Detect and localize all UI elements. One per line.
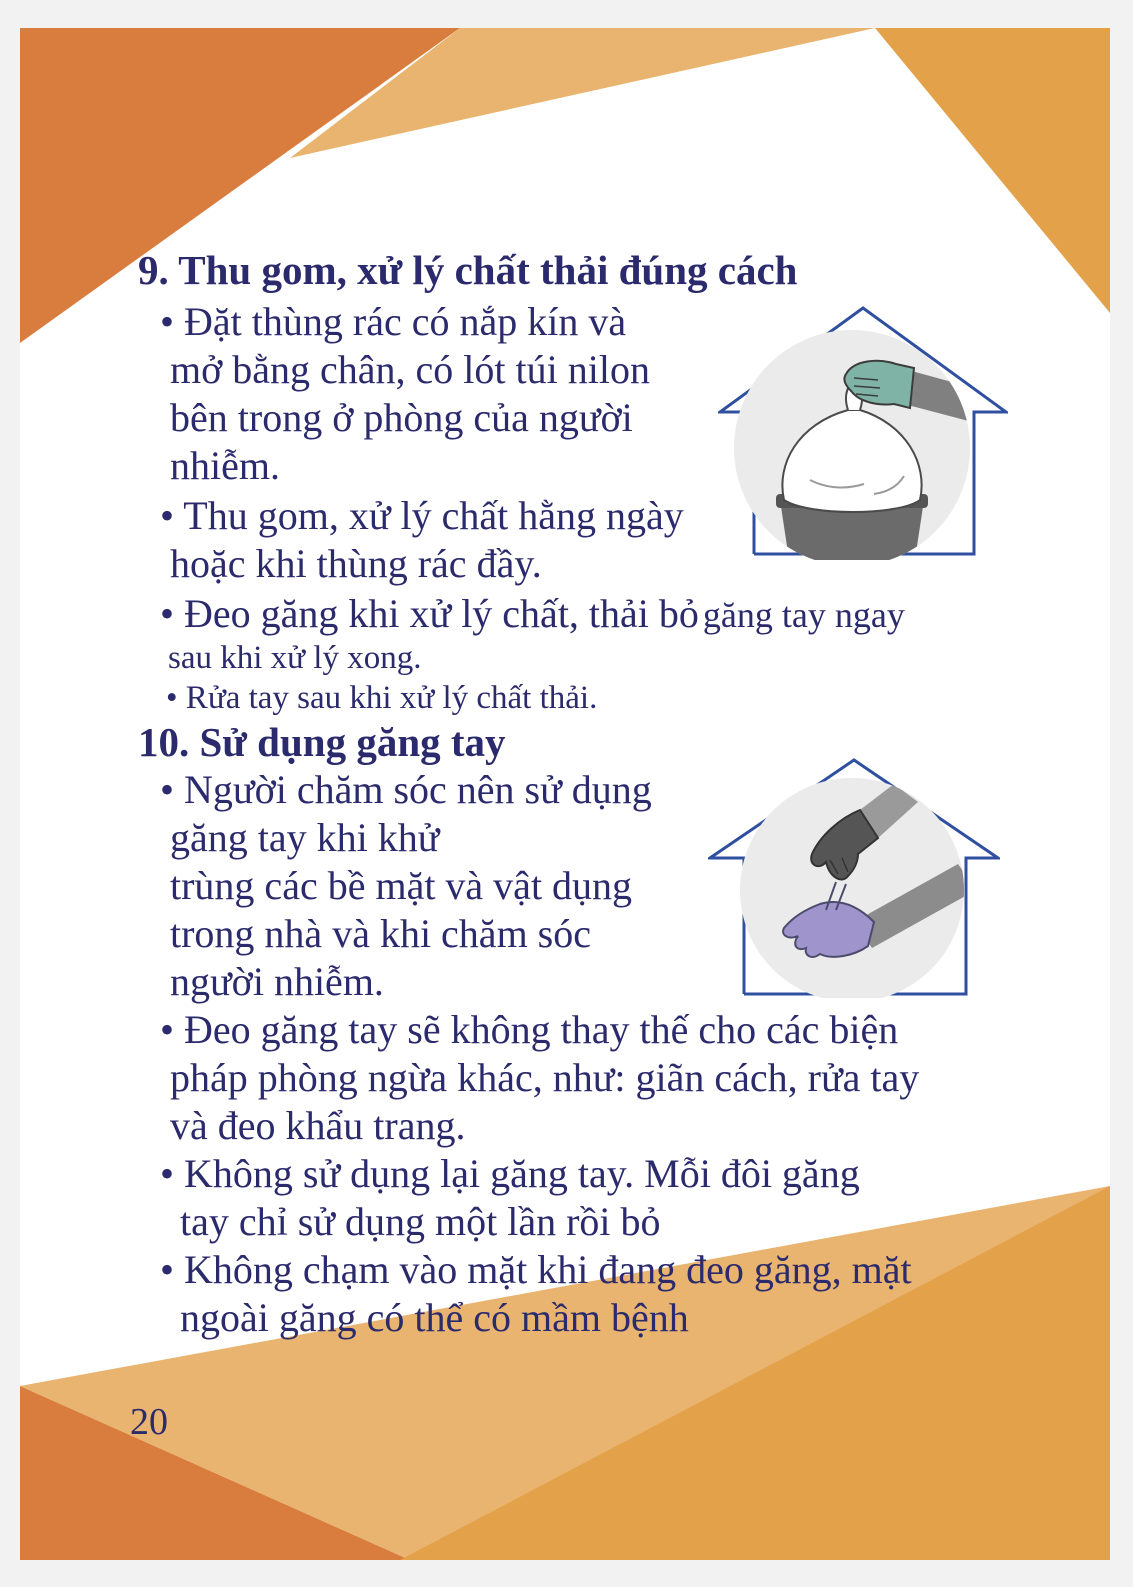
section-10-bullet-2-line-1: • Đeo găng tay sẽ không thay thế cho các biện [160, 1007, 899, 1052]
section-9-heading: 9. Thu gom, xử lý chất thải đúng cách [138, 247, 798, 293]
section-9-bullet-3-part-b: găng tay ngay [702, 595, 905, 635]
section-10-bullet-1-line-3: trùng các bề mặt và vật dụng [170, 863, 633, 908]
section-9-bullet-1-line-4: nhiễm. [170, 443, 280, 488]
section-9-bullet-3-line-1 [160, 590, 905, 637]
top-left-dark-triangle [20, 28, 460, 343]
section-10-bullet-3-line-2: tay chỉ sử dụng một lần rồi bỏ [180, 1199, 661, 1244]
section-10-heading: 10. Sử dụng găng tay [138, 719, 506, 765]
page-number: 20 [130, 1401, 168, 1443]
section-10-bullet-1-line-2: găng tay khi khử [170, 815, 440, 860]
section-9-bullet-2-line-1: • Thu gom, xử lý chất hằng ngày [160, 493, 684, 538]
trash-bag-house-icon [718, 304, 1008, 560]
section-10-bullet-4-line-2: ngoài găng có thể có mầm bệnh [180, 1295, 689, 1340]
section-9-bullet-1-line-1: • Đặt thùng rác có nắp kín và [160, 299, 627, 344]
section-10-bullet-1-line-4: trong nhà và khi chăm sóc [170, 911, 591, 956]
section-9-bullet-3-line-2: sau khi xử lý xong. [168, 640, 422, 676]
section-10-bullet-4-line-1: • Không chạm vào mặt khi đang đeo găng, mặt [160, 1247, 912, 1292]
section-10-bullet-1-line-1: • Người chăm sóc nên sử dụng [160, 767, 652, 812]
section-10-bullet-2-line-2: pháp phòng ngừa khác, như: giãn cách, rửa tay [170, 1055, 920, 1100]
section-9-bullet-3-part-a: • Đeo găng khi xử lý chất, thải bỏ [160, 591, 699, 636]
section-10-bullet-2-line-3: và đeo khẩu trang. [170, 1103, 466, 1148]
section-10-bullet-3-line-1: • Không sử dụng lại găng tay. Mỗi đôi găng [160, 1151, 860, 1196]
removing-gloves-house-icon [708, 758, 1000, 998]
section-9-bullet-1-line-3: bên trong ở phòng của người [170, 395, 633, 440]
section-9-bullet-2-line-2: hoặc khi thùng rác đầy. [170, 541, 542, 586]
section-9-bullet-1-line-2: mở bằng chân, có lót túi nilon [170, 347, 650, 392]
section-10-bullet-1-line-5: người nhiễm. [170, 959, 384, 1004]
top-right-triangle [875, 28, 1110, 313]
section-9-bullet-4-line-1: • Rửa tay sau khi xử lý chất thải. [166, 680, 598, 716]
document-page [20, 28, 1110, 1560]
